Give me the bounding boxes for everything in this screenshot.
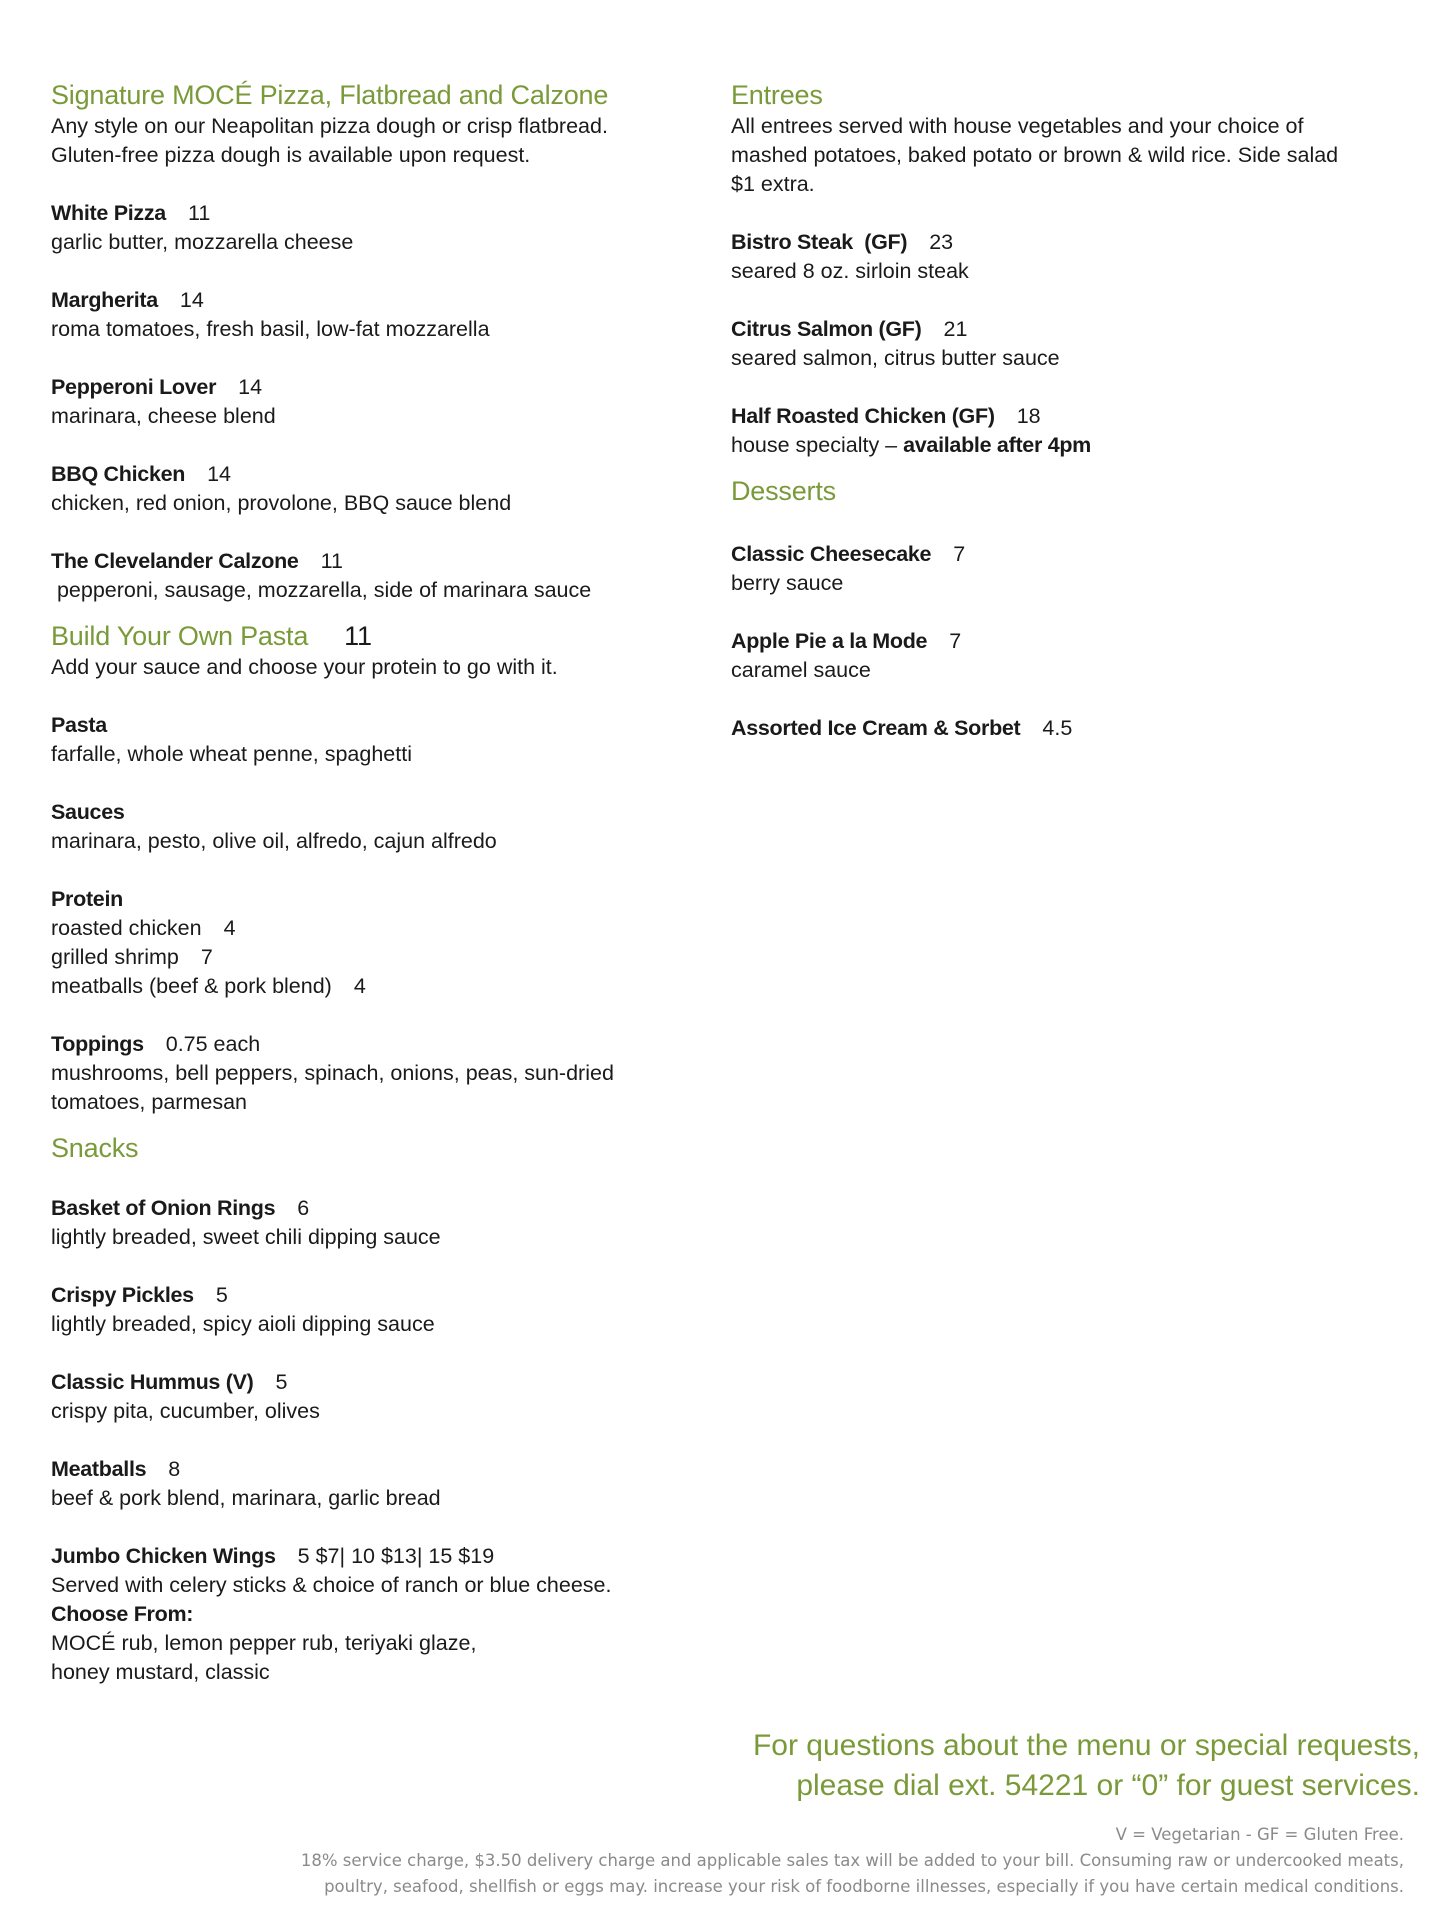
pasta-group	[51, 711, 691, 769]
item-name: Classic Hummus (V)	[51, 1370, 254, 1394]
protein-price: 4	[353, 974, 366, 998]
contact-line: For questions about the menu or special requests,	[752, 1729, 1420, 1762]
pasta-label: Pasta	[51, 713, 107, 737]
protein-group	[51, 885, 691, 1001]
protein-name: roasted chicken	[51, 916, 202, 940]
pasta-intro: Add your sauce and choose your protein to go with it.	[51, 655, 558, 679]
fine-print-line: 18% service charge, $3.50 delivery charge and applicable sales tax will be added to your bill. Consuming raw or undercooked meats,	[300, 1851, 1404, 1870]
menu-item	[51, 1368, 691, 1426]
entrees-section-title: Entrees	[731, 80, 823, 110]
item-price: 23	[929, 230, 954, 254]
item-description: seared salmon, citrus butter sauce	[731, 346, 1060, 370]
item-description: seared 8 oz. sirloin steak	[731, 259, 969, 283]
item-price: 11	[187, 201, 211, 225]
item-description: Served with celery sticks & choice of ranch or blue cheese.	[51, 1573, 612, 1597]
item-price: 14	[179, 288, 204, 312]
item-name: Crispy Pickles	[51, 1283, 194, 1307]
entrees-intro-line: All entrees served with house vegetables and your choice of	[731, 114, 1304, 138]
right-column	[731, 78, 1411, 743]
item-name: White Pizza	[51, 201, 166, 225]
item-description: crispy pita, cucumber, olives	[51, 1399, 320, 1423]
menu-item	[51, 1194, 691, 1252]
menu-item	[51, 460, 691, 518]
item-description: pepperoni, sausage, mozzarella, side of marinara sauce	[51, 578, 592, 602]
left-column	[51, 78, 691, 1687]
toppings-group	[51, 1030, 691, 1117]
item-price: 11	[320, 549, 343, 573]
protein-price: 4	[223, 916, 236, 940]
guest-services-contact	[753, 1726, 1420, 1806]
toppings-options: tomatoes, parmesan	[51, 1090, 247, 1114]
snacks-section-title: Snacks	[51, 1133, 139, 1163]
item-description: beef & pork blend, marinara, garlic bread	[51, 1486, 441, 1510]
menu-item	[731, 540, 1411, 598]
menu-item	[51, 1455, 691, 1513]
sauces-group	[51, 798, 691, 856]
item-description: caramel sauce	[731, 658, 871, 682]
protein-name: meatballs (beef & pork blend)	[51, 974, 332, 998]
dietary-legend: V = Vegetarian - GF = Gluten Free.	[1115, 1825, 1404, 1844]
pasta-title-text: Build Your Own Pasta	[51, 621, 309, 651]
item-description: roma tomatoes, fresh basil, low-fat mozzarella	[51, 317, 490, 341]
entrees-intro-line: $1 extra.	[731, 172, 815, 196]
protein-name: grilled shrimp	[51, 945, 179, 969]
item-description: chicken, red onion, provolone, BBQ sauce blend	[51, 491, 512, 515]
item-name: Assorted Ice Cream & Sorbet	[731, 716, 1021, 740]
item-price: 6	[297, 1196, 310, 1220]
menu-item	[51, 199, 691, 257]
pizza-intro-line: Gluten-free pizza dough is available upon request.	[51, 143, 531, 167]
pasta-price: 11	[344, 621, 372, 651]
item-description: lightly breaded, spicy aioli dipping sauce	[51, 1312, 435, 1336]
item-price: 8	[168, 1457, 181, 1481]
item-price: 14	[207, 462, 232, 486]
item-description: marinara, cheese blend	[51, 404, 276, 428]
availability-note: available after 4pm	[903, 433, 1092, 457]
fine-print-line: poultry, seafood, shellfish or eggs may. increase your risk of foodborne illnesses, especially if you have certain medical conditions.	[324, 1877, 1404, 1896]
wing-flavors: honey mustard, classic	[51, 1660, 270, 1684]
choose-from-label: Choose From:	[51, 1602, 194, 1626]
item-name: The Clevelander Calzone	[51, 549, 299, 573]
sauces-label: Sauces	[51, 800, 125, 824]
menu-item	[731, 627, 1411, 685]
contact-line: please dial ext. 54221 or “0” for guest services.	[796, 1769, 1420, 1802]
menu-item	[51, 373, 691, 431]
item-price: 4.5	[1042, 716, 1073, 740]
item-price: 21	[943, 317, 968, 341]
menu-item	[731, 315, 1411, 373]
wing-flavors: MOCÉ rub, lemon pepper rub, teriyaki glaze,	[51, 1631, 477, 1655]
pizza-intro-line: Any style on our Neapolitan pizza dough or crisp flatbread.	[51, 114, 608, 138]
toppings-label: Toppings	[51, 1032, 144, 1056]
desserts-section-title: Desserts	[731, 476, 836, 506]
item-name: Citrus Salmon (GF)	[731, 317, 922, 341]
item-description: garlic butter, mozzarella cheese	[51, 230, 354, 254]
protein-label: Protein	[51, 887, 123, 911]
menu-item	[731, 714, 1411, 743]
sauces-options: marinara, pesto, olive oil, alfredo, cajun alfredo	[51, 829, 497, 853]
item-name: Jumbo Chicken Wings	[51, 1544, 276, 1568]
menu-item	[51, 547, 691, 605]
item-name: Meatballs	[51, 1457, 147, 1481]
item-name: Bistro Steak (GF)	[731, 230, 908, 254]
item-price: 5	[215, 1283, 228, 1307]
item-price: 18	[1016, 404, 1041, 428]
menu-item	[51, 286, 691, 344]
menu-item	[731, 228, 1411, 286]
item-price: 5	[275, 1370, 288, 1394]
item-name: Pepperoni Lover	[51, 375, 217, 399]
item-price: 5 $7| 10 $13| 15 $19	[297, 1544, 495, 1568]
toppings-options: mushrooms, bell peppers, spinach, onions, peas, sun-dried	[51, 1061, 614, 1085]
toppings-price: 0.75 each	[165, 1032, 261, 1056]
entrees-intro-line: mashed potatoes, baked potato or brown & wild rice. Side salad	[731, 143, 1339, 167]
menu-item-wings	[51, 1542, 691, 1687]
item-price: 14	[238, 375, 263, 399]
item-description: berry sauce	[731, 571, 844, 595]
item-description: house specialty –	[731, 433, 904, 457]
item-name: Margherita	[51, 288, 158, 312]
item-description: lightly breaded, sweet chili dipping sauce	[51, 1225, 441, 1249]
item-name: Basket of Onion Rings	[51, 1196, 276, 1220]
item-name: Classic Cheesecake	[731, 542, 932, 566]
item-price: 7	[953, 542, 966, 566]
menu-item	[731, 402, 1411, 460]
menu-item	[51, 1281, 691, 1339]
pizza-section-title: Signature MOCÉ Pizza, Flatbread and Calzone	[51, 80, 609, 110]
item-name: Half Roasted Chicken (GF)	[731, 404, 995, 428]
item-price: 7	[949, 629, 962, 653]
fine-print	[301, 1822, 1404, 1900]
item-name: Apple Pie a la Mode	[731, 629, 928, 653]
pasta-section-title	[51, 619, 691, 653]
protein-price: 7	[200, 945, 213, 969]
pasta-options: farfalle, whole wheat penne, spaghetti	[51, 742, 412, 766]
item-name: BBQ Chicken	[51, 462, 186, 486]
